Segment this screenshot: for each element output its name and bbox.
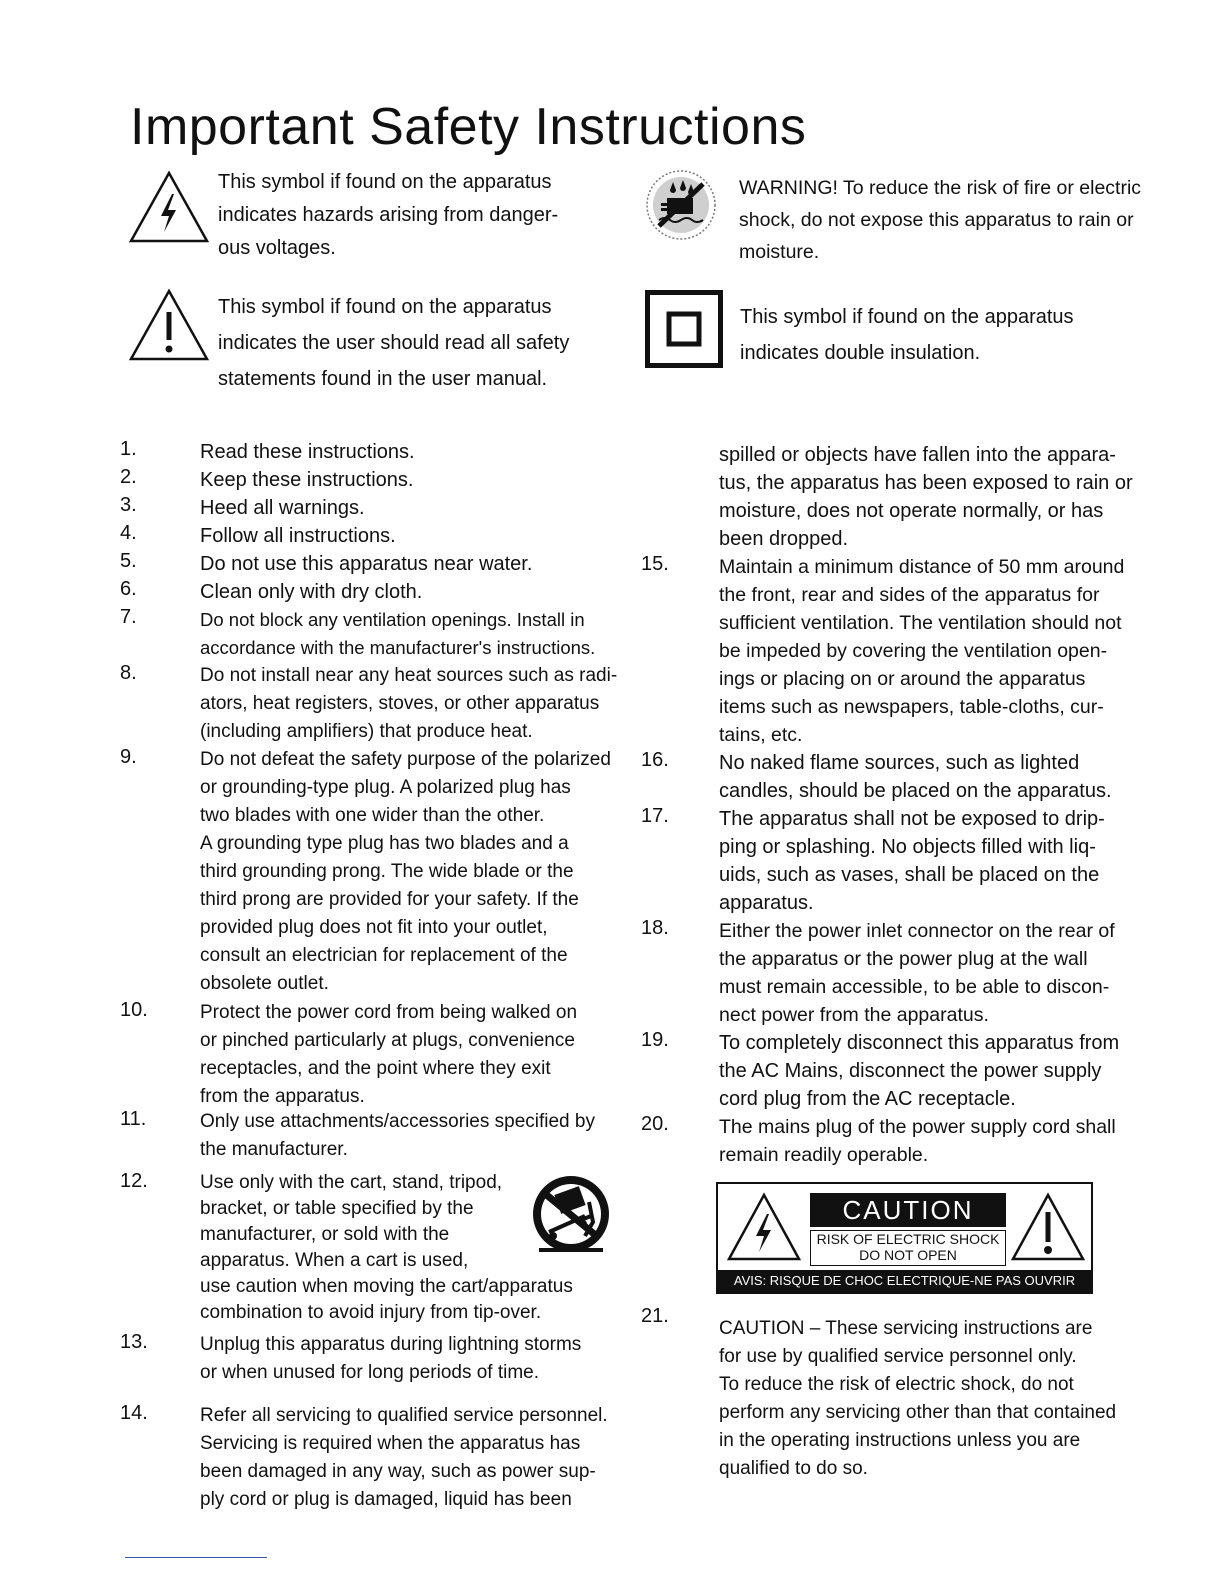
item-line: cord plug from the AC receptacle. (719, 1088, 1016, 1110)
item-number: 10. (120, 999, 148, 1021)
item-line: been dropped. (719, 528, 849, 550)
item-line: two blades with one wider than the other. (200, 805, 545, 826)
item-line: apparatus. When a cart is used, (200, 1250, 469, 1271)
item-line: Keep these instructions. (200, 469, 414, 491)
text-line: This symbol if found on the apparatus (740, 306, 1074, 328)
footer-rule (125, 1557, 267, 1558)
item-line: bracket, or table specified by the (200, 1198, 474, 1219)
item-line: been damaged in any way, such as power sup- (200, 1461, 596, 1482)
item-line: Protect the power cord from being walked on (200, 1002, 578, 1023)
caution-heading: CAUTION (810, 1193, 1006, 1227)
item-number: 3. (120, 494, 137, 516)
item-number: 6. (120, 578, 137, 600)
text-line: indicates the user should read all safety (218, 332, 570, 354)
item-number: 1. (120, 438, 137, 460)
item-line: for use by qualified service personnel only. (719, 1346, 1077, 1367)
double-insulation-text (740, 299, 1074, 371)
item-line: consult an electrician for replacement of the (200, 945, 568, 966)
item-number: 14. (120, 1402, 148, 1424)
item-line: ings or placing on or around the apparatus (719, 668, 1086, 690)
item-number: 11. (120, 1108, 147, 1130)
item-line: the manufacturer. (200, 1139, 348, 1160)
item-line: moisture, does not operate normally, or has (719, 500, 1104, 522)
item-line: spilled or objects have fallen into the appara- (719, 444, 1116, 466)
text-line: indicates hazards arising from danger- (218, 204, 559, 226)
item-line: Unplug this apparatus during lightning storms (200, 1334, 582, 1355)
item-number: 13. (120, 1331, 148, 1353)
instructions-list-right (641, 441, 1161, 1501)
item-line: (including amplifiers) that produce heat. (200, 721, 533, 742)
item-line: third grounding prong. The wide blade or the (200, 861, 574, 882)
item-line: perform any servicing other than that contained (719, 1402, 1117, 1423)
caution-label (716, 1182, 1093, 1294)
item-line: in the operating instructions unless you are (719, 1430, 1081, 1451)
item-line: Do not install near any heat sources such as radi- (200, 665, 618, 686)
item-line: No naked flame sources, such as lighted (719, 752, 1080, 774)
item-line: Clean only with dry cloth. (200, 581, 423, 603)
item-line: tus, the apparatus has been exposed to rain or (719, 472, 1133, 494)
item-line: be impeded by covering the ventilation open- (719, 640, 1108, 662)
item-line: or when unused for long periods of time. (200, 1362, 540, 1383)
instructions-list-left (120, 438, 640, 1518)
item-line: the AC Mains, disconnect the power supply (719, 1060, 1102, 1082)
caution-risk-text (810, 1230, 1006, 1266)
text-line: statements found in the user manual. (218, 368, 548, 390)
exclamation-warning-icon (128, 288, 210, 362)
item-line: combination to avoid injury from tip-over. (200, 1302, 542, 1323)
item-number: 4. (120, 522, 137, 544)
lightning-warning-icon (726, 1192, 802, 1262)
item-line: uids, such as vases, shall be placed on the (719, 864, 1100, 886)
item-line: receptacles, and the point where they exit (200, 1058, 551, 1079)
item-number: 16. (641, 749, 669, 771)
item-line: obsolete outlet. (200, 973, 329, 994)
item-line: third prong are provided for your safety. If the (200, 889, 579, 910)
item-line: ply cord or plug is damaged, liquid has been (200, 1489, 572, 1510)
item-number: 7. (120, 606, 137, 628)
exclamation-symbol-text (218, 289, 569, 397)
item-line: apparatus. (719, 892, 814, 914)
text-line: This symbol if found on the apparatus (218, 296, 552, 318)
item-number: 15. (641, 553, 669, 575)
caution-risk-line: RISK OF ELECTRIC SHOCK (816, 1231, 1000, 1247)
item-line: or pinched particularly at plugs, convenience (200, 1030, 575, 1051)
item-line: manufacturer, or sold with the (200, 1224, 450, 1245)
item-number: 18. (641, 917, 669, 939)
item-line: nect power from the apparatus. (719, 1004, 989, 1026)
item-line: or grounding-type plug. A polarized plug has (200, 777, 571, 798)
text-line: moisture. (739, 241, 820, 263)
item-line: the front, rear and sides of the apparatus for (719, 584, 1100, 606)
item-line: Use only with the cart, stand, tripod, (200, 1172, 503, 1193)
item-line: candles, should be placed on the apparatus. (719, 780, 1112, 802)
warning-text (739, 172, 1141, 268)
item-number: 17. (641, 805, 669, 827)
item-number: 21. (641, 1305, 669, 1327)
item-line: ping or splashing. No objects filled with liq- (719, 836, 1096, 858)
cart-tip-over-icon (527, 1172, 615, 1256)
item-line: Heed all warnings. (200, 497, 365, 519)
item-line: remain readily operable. (719, 1144, 929, 1166)
item-line: Either the power inlet connector on the rear of (719, 920, 1115, 942)
item-line: Only use attachments/accessories specified by (200, 1111, 595, 1132)
item-number: 12. (120, 1170, 148, 1192)
item-number: 5. (120, 550, 137, 572)
item-line: tains, etc. (719, 724, 803, 746)
item-number: 2. (120, 466, 137, 488)
item-line: The mains plug of the power supply cord shall (719, 1116, 1116, 1138)
no-rain-moisture-icon (643, 168, 719, 242)
lightning-symbol-text (218, 166, 558, 265)
item-line: sufficient ventilation. The ventilation should not (719, 612, 1122, 634)
lightning-warning-icon (128, 170, 210, 244)
item-line: Servicing is required when the apparatus has (200, 1433, 581, 1454)
text-line: shock, do not expose this apparatus to rain or (739, 209, 1134, 231)
item-line: accordance with the manufacturer's instructions. (200, 637, 596, 658)
item-line: items such as newspapers, table-cloths, cur- (719, 696, 1104, 718)
item-line: from the apparatus. (200, 1086, 365, 1107)
item-line: Read these instructions. (200, 441, 415, 463)
item-line: Do not defeat the safety purpose of the polarized (200, 749, 611, 770)
item-line: A grounding type plug has two blades and a (200, 833, 569, 854)
item-line: must remain accessible, to be able to discon- (719, 976, 1110, 998)
caution-avis: AVIS: RISQUE DE CHOC ELECTRIQUE-NE PAS OUVRIR (718, 1270, 1091, 1292)
item-line: Maintain a minimum distance of 50 mm around (719, 556, 1125, 578)
item-line: use caution when moving the cart/apparatus (200, 1276, 573, 1297)
item-number: 20. (641, 1113, 669, 1135)
item-line: To reduce the risk of electric shock, do not (719, 1374, 1074, 1395)
item-line: provided plug does not fit into your outlet, (200, 917, 548, 938)
text-line: This symbol if found on the apparatus (218, 171, 552, 193)
item-line: Follow all instructions. (200, 525, 396, 547)
item-line: Do not use this apparatus near water. (200, 553, 533, 575)
item-number: 19. (641, 1029, 669, 1051)
item-line: qualified to do so. (719, 1458, 868, 1479)
item-line: To completely disconnect this apparatus from (719, 1032, 1120, 1054)
item-number: 8. (120, 662, 137, 684)
item-line: The apparatus shall not be exposed to drip- (719, 808, 1105, 830)
text-line: WARNING! To reduce the risk of fire or electric (739, 177, 1142, 199)
item-line: CAUTION – These servicing instructions are (719, 1318, 1093, 1339)
page-title: Important Safety Instructions (130, 98, 807, 156)
item-line: Do not block any ventilation openings. Install in (200, 609, 585, 630)
item-line: the apparatus or the power plug at the wall (719, 948, 1088, 970)
item-line: ators, heat registers, stoves, or other apparatus (200, 693, 600, 714)
caution-risk-line: DO NOT OPEN (859, 1247, 957, 1263)
double-insulation-icon (645, 290, 723, 368)
exclamation-warning-icon (1010, 1192, 1086, 1262)
item-number: 9. (120, 746, 137, 768)
text-line: indicates double insulation. (740, 342, 981, 364)
text-line: ous voltages. (218, 237, 336, 259)
item-line: Refer all servicing to qualified service personnel. (200, 1405, 608, 1426)
